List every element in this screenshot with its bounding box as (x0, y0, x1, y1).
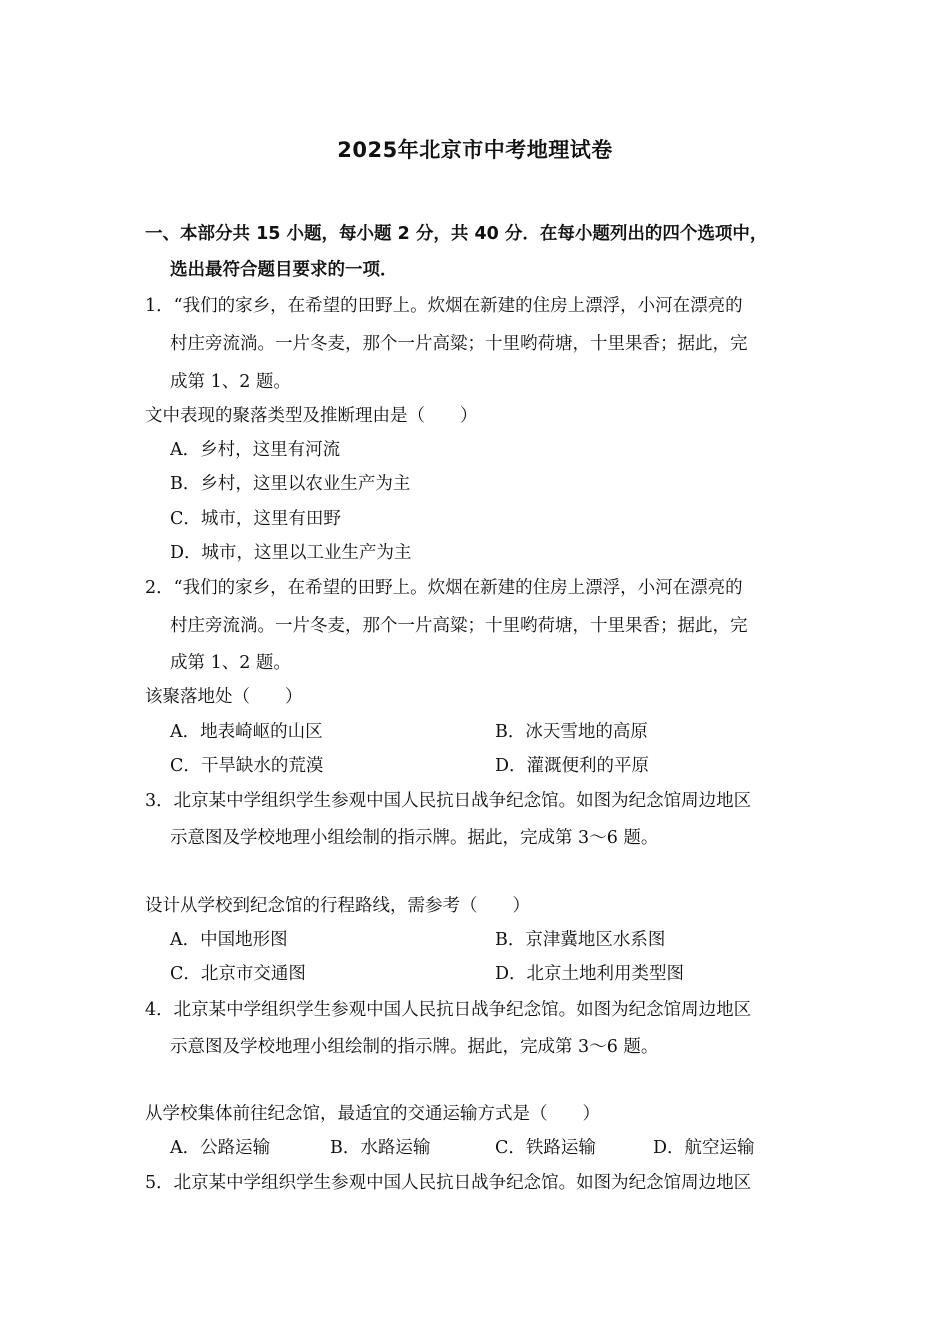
q2-stem-line1: 2．“我们的家乡，在希望的田野上。炊烟在新建的住房上漂浮，小河在漂亮的 (145, 578, 743, 598)
q1-question: 文中表现的聚落类型及推断理由是（ ） (145, 406, 478, 426)
section-instruction-line1: 一、本部分共 15 小题，每小题 2 分，共 40 分．在每小题列出的四个选项中， (145, 224, 768, 244)
section-instruction-line2: 选出最符合题目要求的一项． (170, 260, 398, 280)
q3-stem-line1: 3．北京某中学组织学生参观中国人民抗日战争纪念馆。如图为纪念馆周边地区 (145, 791, 752, 811)
q2-option-c[interactable]: C．干旱缺水的荒漠 (170, 756, 324, 776)
page-title: 2025年北京市中考地理试卷 (337, 138, 613, 162)
q2-option-d[interactable]: D．灌溉便利的平原 (495, 756, 650, 776)
q4-stem-line1: 4．北京某中学组织学生参观中国人民抗日战争纪念馆。如图为纪念馆周边地区 (145, 1000, 752, 1020)
q4-stem-line2: 示意图及学校地理小组绘制的指示牌。据此，完成第 3～6 题。 (170, 1037, 659, 1057)
q1-stem-line1: 1．“我们的家乡，在希望的田野上。炊烟在新建的住房上漂浮，小河在漂亮的 (145, 296, 743, 316)
q3-option-d[interactable]: D．北京土地利用类型图 (495, 964, 685, 984)
q1-option-b[interactable]: B．乡村，这里以农业生产为主 (170, 474, 411, 494)
q3-option-c[interactable]: C．北京市交通图 (170, 964, 306, 984)
q3-option-b[interactable]: B．京津冀地区水系图 (495, 930, 666, 950)
q4-option-a[interactable]: A．公路运输 (170, 1138, 271, 1158)
q4-question: 从学校集体前往纪念馆，最适宜的交通运输方式是（ ） (145, 1104, 600, 1124)
q1-option-c[interactable]: C．城市，这里有田野 (170, 509, 341, 529)
q1-option-a[interactable]: A．乡村，这里有河流 (170, 440, 341, 460)
q3-option-a[interactable]: A．中国地形图 (170, 930, 288, 950)
q3-stem-line2: 示意图及学校地理小组绘制的指示牌。据此，完成第 3～6 题。 (170, 828, 659, 848)
q1-option-d[interactable]: D．城市，这里以工业生产为主 (170, 543, 412, 563)
q1-stem-line3: 成第 1、2 题。 (170, 372, 291, 392)
q2-stem-line3: 成第 1、2 题。 (170, 653, 291, 673)
q4-option-c[interactable]: C．铁路运输 (495, 1138, 596, 1158)
q1-stem-line2: 村庄旁流淌。一片冬麦，那个一片高粱；十里哟荷塘，十里果香；据此，完 (170, 334, 748, 354)
q2-option-a[interactable]: A．地表崎岖的山区 (170, 722, 323, 742)
q5-stem-line1: 5．北京某中学组织学生参观中国人民抗日战争纪念馆。如图为纪念馆周边地区 (145, 1173, 752, 1193)
q2-question: 该聚落地处（ ） (145, 687, 303, 707)
q4-option-b[interactable]: B．水路运输 (330, 1138, 431, 1158)
q4-option-d[interactable]: D．航空运输 (653, 1138, 755, 1158)
q2-stem-line2: 村庄旁流淌。一片冬麦，那个一片高粱；十里哟荷塘，十里果香；据此，完 (170, 616, 748, 636)
q3-question: 设计从学校到纪念馆的行程路线，需参考（ ） (145, 896, 530, 916)
q2-option-b[interactable]: B．冰天雪地的高原 (495, 722, 648, 742)
